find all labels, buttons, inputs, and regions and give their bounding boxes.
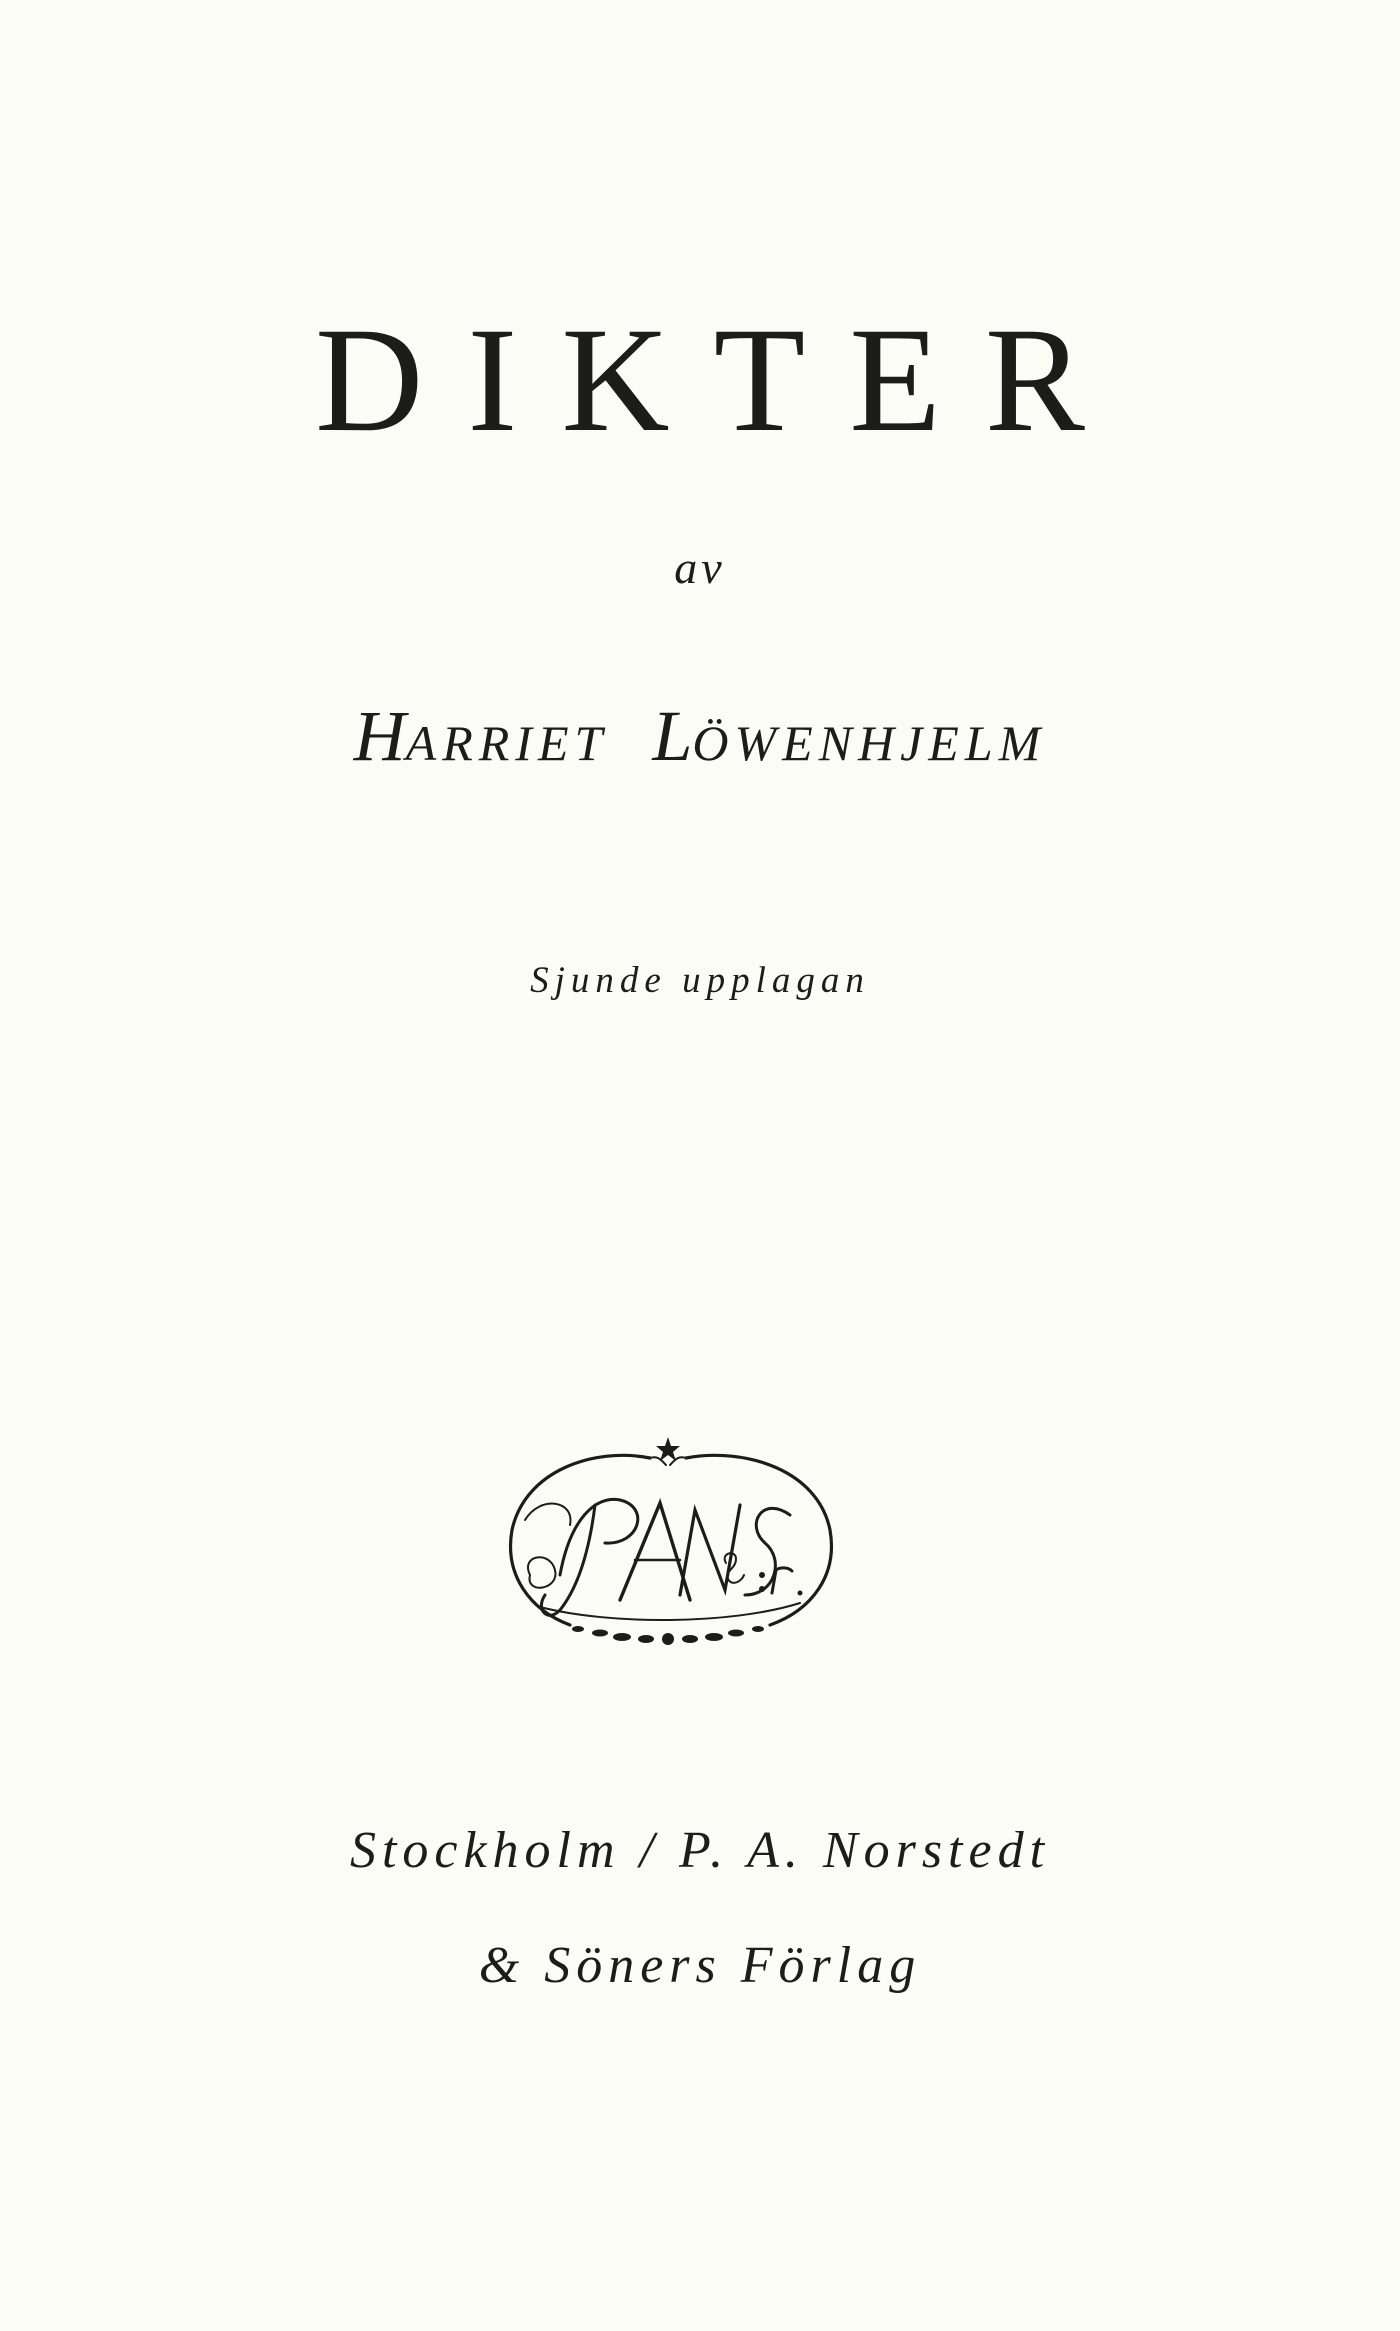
author-last-rest: ÖWENHJELM (692, 715, 1047, 771)
publisher-monogram-seal-icon (500, 1425, 845, 1670)
book-title: DIKTER (315, 297, 1129, 463)
edition-note: Sjunde upplagan (530, 960, 870, 1001)
publisher-line-1: Stockholm / P. A. Norstedt (349, 1822, 1051, 1879)
author-last-initial: L (652, 696, 693, 776)
author-first-rest: ARRIET (405, 715, 609, 771)
author-preposition: av (674, 542, 726, 593)
author-first-initial: H (353, 696, 406, 776)
publisher-line-2: & Söners Förlag (478, 1937, 922, 1994)
author-name (0, 696, 1400, 776)
